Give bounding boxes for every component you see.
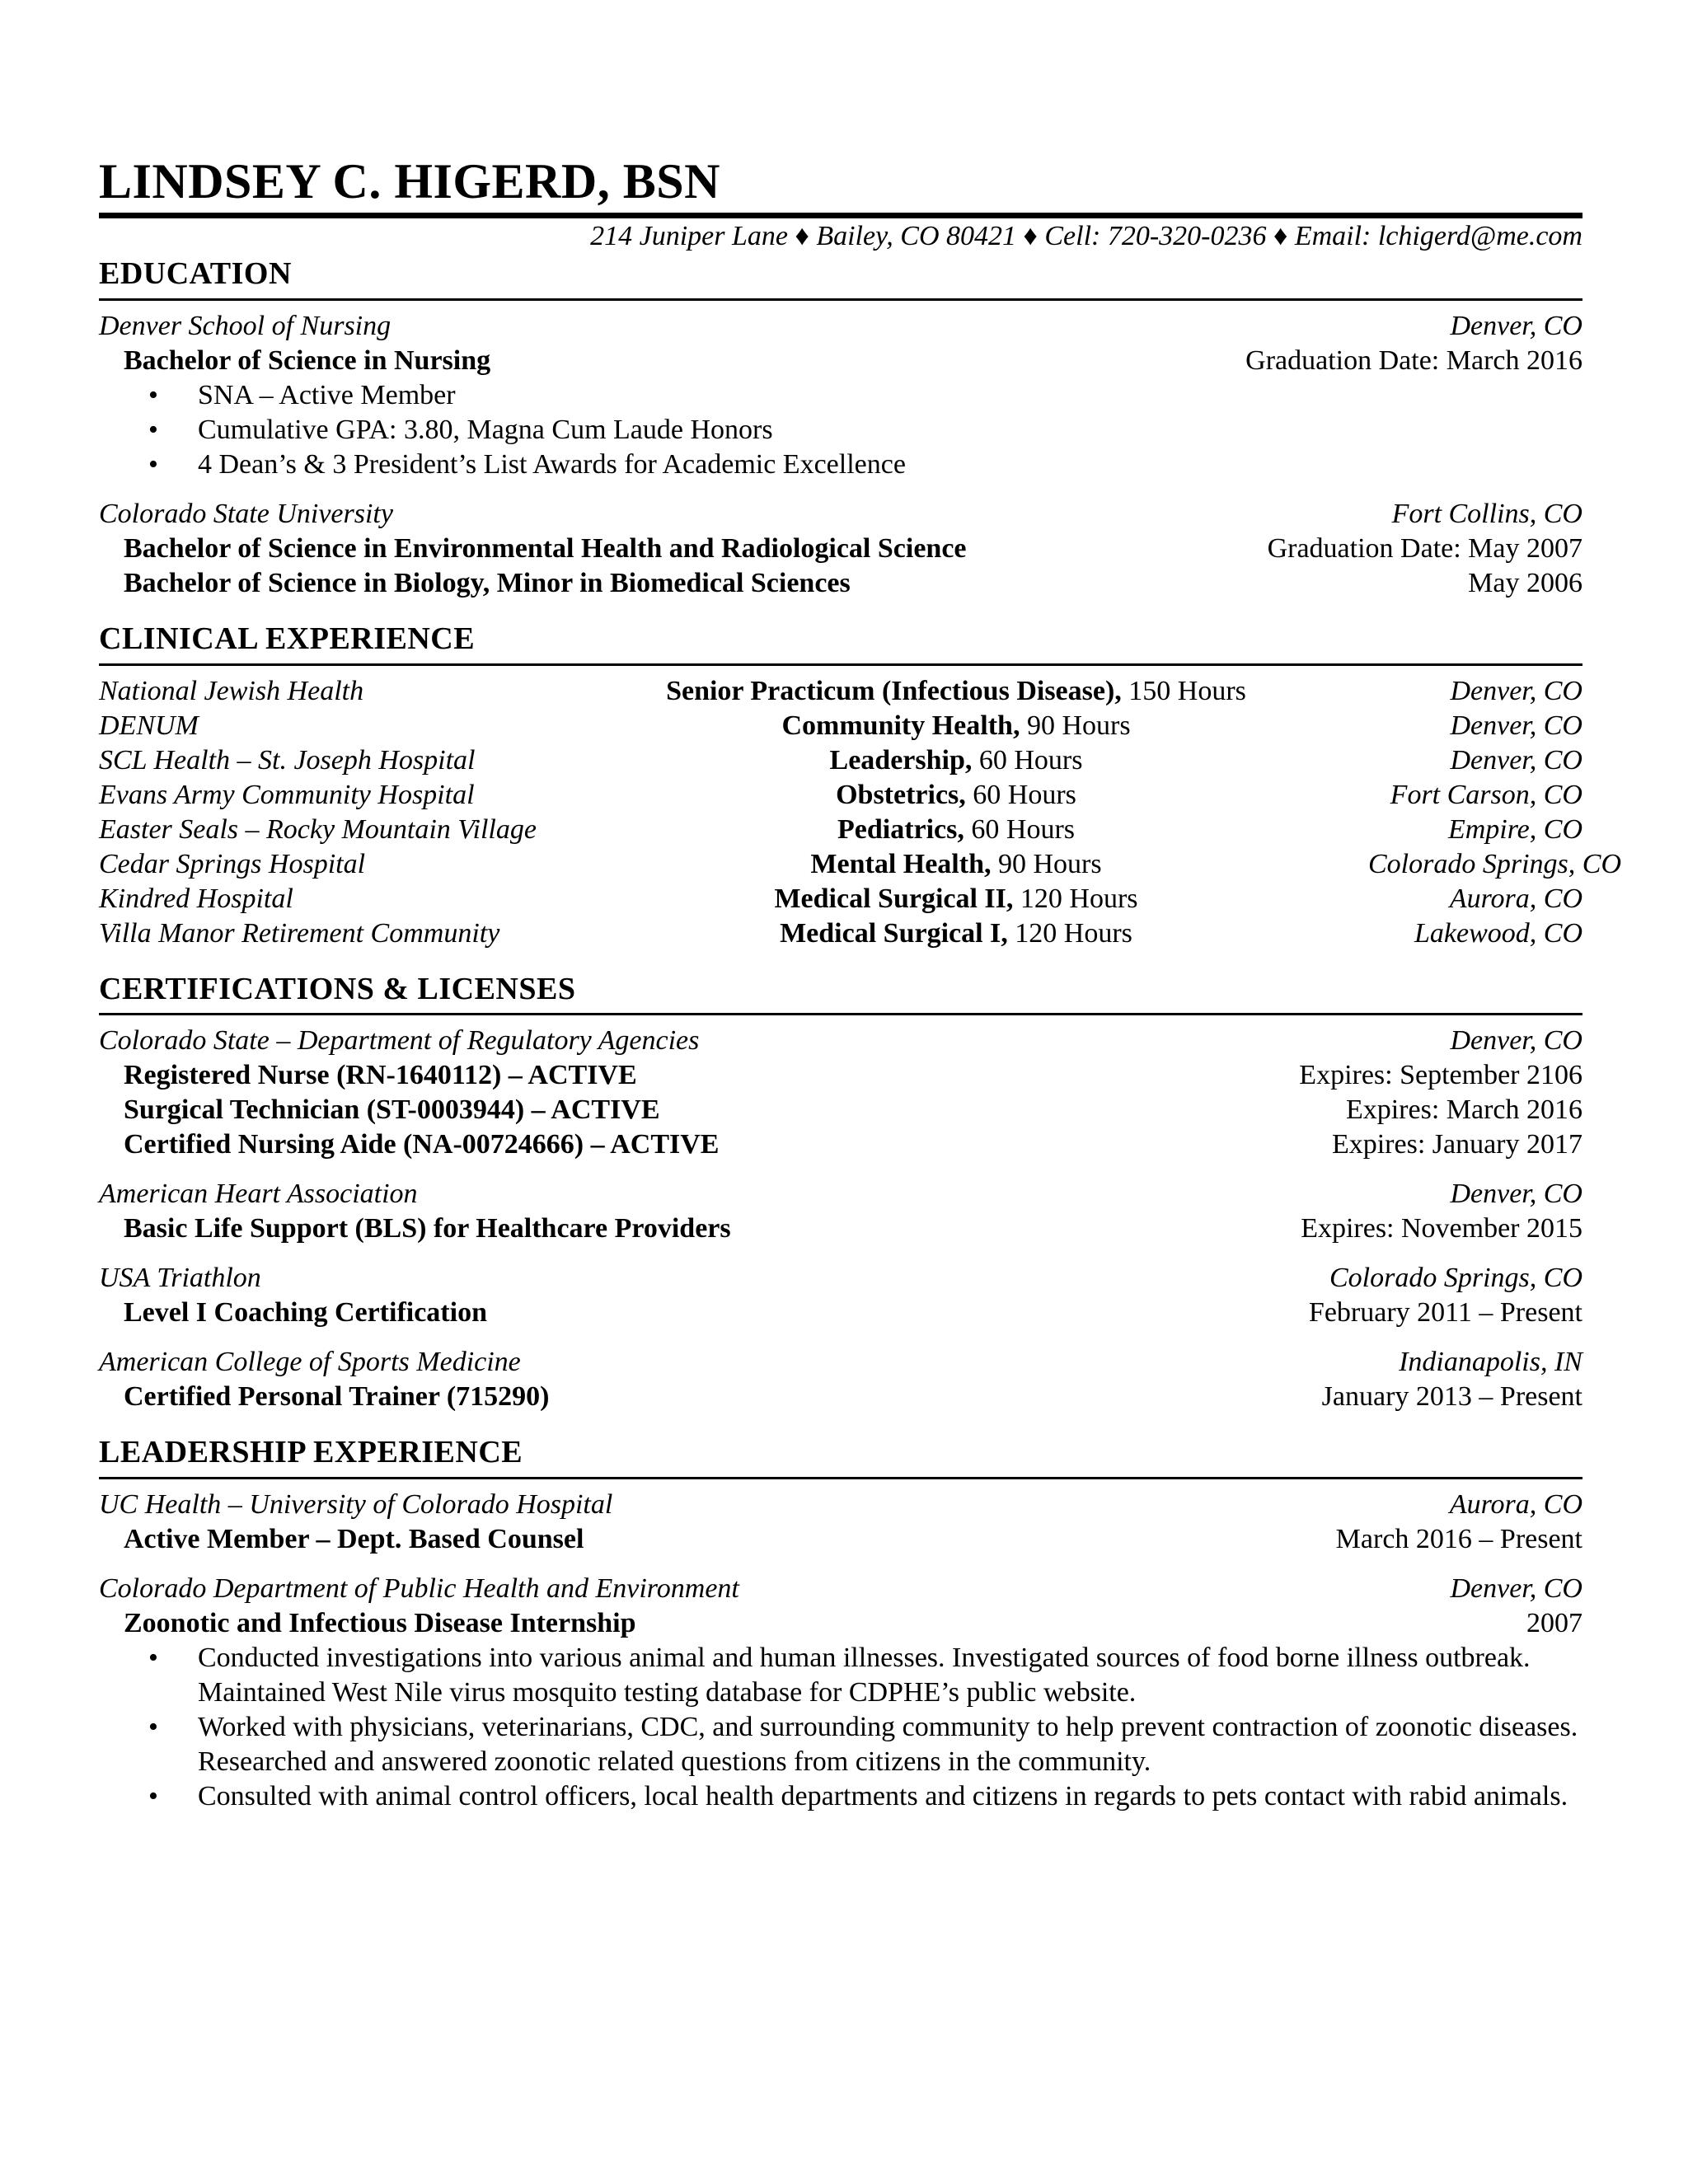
school-row: [99, 309, 1582, 344]
degree-row: [99, 344, 1582, 378]
clinical-rotation: [544, 778, 1368, 813]
clinical-site: National Jewish Health: [99, 675, 364, 706]
cert-name: Registered Nurse (RN-1640112) – ACTIVE: [124, 1060, 637, 1091]
clinical-location: Colorado Springs, CO: [1368, 848, 1621, 879]
section-title-clinical: CLINICAL EXPERIENCE: [99, 621, 476, 656]
cert-location: Denver, CO: [1450, 1179, 1582, 1210]
cert-date: Expires: November 2015: [1301, 1213, 1582, 1244]
clinical-location: Denver, CO: [1450, 744, 1582, 776]
org-row: [99, 1488, 1582, 1522]
cert-org: USA Triathlon: [99, 1263, 261, 1294]
name-divider: [99, 213, 1582, 218]
clinical-rotation: [544, 674, 1368, 709]
clinical-location: Fort Carson, CO: [1390, 779, 1582, 810]
cert-location: Denver, CO: [1450, 1025, 1582, 1057]
clinical-row: [99, 813, 1582, 847]
degree-date: Graduation Date: May 2007: [1267, 532, 1582, 564]
school-location: Denver, CO: [1450, 310, 1582, 341]
cert-location: Colorado Springs, CO: [1329, 1263, 1582, 1294]
rotation-hours: 60 Hours: [964, 813, 1075, 845]
list-item: • Conducted investigations into various animal and human illnesses. Investigated sources of food borne illness outbreak. Maintained West Nile virus mosquito testing database for CDPHE’s public website.: [148, 1643, 1531, 1708]
resume-page: [99, 154, 1621, 1814]
clinical-site: Kindred Hospital: [99, 883, 293, 914]
clinical-row: [99, 743, 1582, 778]
rotation-hours: 90 Hours: [1020, 710, 1131, 741]
cert-name: Certified Personal Trainer (715290): [124, 1381, 550, 1413]
clinical-table: [99, 674, 1621, 951]
rotation-hours: 60 Hours: [965, 779, 1076, 810]
clinical-row: [99, 778, 1582, 813]
role-date: 2007: [1526, 1608, 1582, 1639]
clinical-site: Easter Seals – Rocky Mountain Village: [99, 813, 537, 845]
section-divider: [99, 1013, 1582, 1015]
rotation-name: Obstetrics,: [836, 779, 966, 810]
rotation-name: Leadership,: [829, 744, 973, 776]
school-row: [99, 497, 1582, 532]
leadership-section: [99, 1436, 1582, 1814]
education-section: [99, 257, 1582, 601]
role-row: [99, 1522, 1582, 1557]
clinical-rotation: [544, 743, 1368, 778]
rotation-hours: 90 Hours: [991, 848, 1102, 879]
clinical-row: [99, 916, 1582, 951]
degree-name: Bachelor of Science in Nursing: [124, 344, 491, 376]
clinical-site: Evans Army Community Hospital: [99, 779, 475, 810]
degree-date: Graduation Date: March 2016: [1245, 344, 1582, 376]
bullet-icon: •: [148, 379, 158, 410]
contact-line: 214 Juniper Lane ♦ Bailey, CO 80421 ♦ Cell: 720-320-0236 ♦ Email: lchigerd@me.com: [590, 221, 1582, 251]
role-title: Active Member – Dept. Based Counsel: [124, 1524, 584, 1555]
bullet-icon: •: [148, 1712, 158, 1743]
clinical-location: Denver, CO: [1450, 675, 1582, 706]
cert-org: Colorado State – Department of Regulatory Agencies: [99, 1025, 700, 1057]
resume-name: LINDSEY C. HIGERD, BSN: [99, 154, 720, 209]
org-location: Aurora, CO: [1449, 1489, 1582, 1521]
clinical-rotation: [544, 882, 1368, 916]
clinical-location: Aurora, CO: [1449, 883, 1582, 914]
clinical-site: Villa Manor Retirement Community: [99, 917, 500, 949]
cert-org-row: [99, 1024, 1582, 1058]
clinical-row: [99, 709, 1582, 743]
school-name: Denver School of Nursing: [99, 310, 392, 341]
rotation-name: Pediatrics,: [837, 813, 964, 845]
degree-row: [99, 532, 1582, 566]
cert-date: February 2011 – Present: [1308, 1297, 1582, 1329]
cert-date: Expires: September 2106: [1299, 1060, 1582, 1091]
degree-name: Bachelor of Science in Biology, Minor in Biomedical Sciences: [124, 567, 851, 598]
clinical-rotation: [544, 847, 1368, 882]
cert-item-row: [99, 1212, 1582, 1246]
clinical-site: Cedar Springs Hospital: [99, 848, 366, 879]
clinical-rotation: [544, 709, 1368, 743]
cert-item-row: [99, 1058, 1582, 1093]
rotation-hours: 120 Hours: [1007, 917, 1132, 949]
role-title: Zoonotic and Infectious Disease Internship: [124, 1608, 636, 1639]
cert-name: Level I Coaching Certification: [124, 1297, 487, 1329]
bullet-icon: •: [148, 414, 158, 445]
list-item: • 4 Dean’s & 3 President’s List Awards for Academic Excellence: [198, 448, 1582, 482]
cert-org-row: [99, 1345, 1582, 1380]
section-divider: [99, 1477, 1582, 1479]
list-item: • SNA – Active Member: [198, 378, 1582, 413]
section-title-leadership: LEADERSHIP EXPERIENCE: [99, 1435, 523, 1470]
clinical-row: [99, 674, 1582, 709]
rotation-name: Mental Health,: [810, 848, 992, 879]
cert-org: American College of Sports Medicine: [99, 1347, 521, 1378]
clinical-row: [99, 847, 1621, 882]
bullet-icon: •: [148, 1643, 158, 1674]
certifications-section: [99, 972, 1582, 1415]
org-name: Colorado Department of Public Health and Environment: [99, 1573, 739, 1605]
cert-date: Expires: January 2017: [1331, 1129, 1582, 1160]
clinical-location: Denver, CO: [1450, 710, 1582, 741]
clinical-site: SCL Health – St. Joseph Hospital: [99, 744, 476, 776]
school-name: Colorado State University: [99, 498, 393, 529]
cert-name: Surgical Technician (ST-0003944) – ACTIVE: [124, 1094, 660, 1126]
degree-date: May 2006: [1468, 567, 1582, 598]
clinical-rotation: [544, 916, 1368, 951]
section-divider: [99, 298, 1582, 301]
list-item: • Cumulative GPA: 3.80, Magna Cum Laude Honors: [198, 413, 1582, 448]
school-location: Fort Collins, CO: [1391, 498, 1582, 529]
clinical-site: DENUM: [99, 710, 199, 741]
clinical-section: [99, 621, 1621, 951]
bullet-icon: •: [148, 448, 158, 480]
cert-org-row: [99, 1177, 1582, 1212]
education-bullets: [99, 378, 1582, 482]
cert-location: Indianapolis, IN: [1399, 1347, 1582, 1378]
role-row: [99, 1606, 1582, 1641]
rotation-name: Community Health,: [781, 710, 1020, 741]
cert-org-row: [99, 1261, 1582, 1296]
degree-name: Bachelor of Science in Environmental Health and Radiological Science: [124, 532, 967, 564]
cert-name: Certified Nursing Aide (NA-00724666) – ACTIVE: [124, 1129, 720, 1160]
rotation-hours: 120 Hours: [1013, 883, 1138, 914]
cert-name: Basic Life Support (BLS) for Healthcare Providers: [124, 1213, 731, 1244]
clinical-location: Empire, CO: [1447, 813, 1582, 845]
clinical-row: [99, 882, 1582, 916]
list-item: • Consulted with animal control officers, local health departments and citizens in regards to pets contact with rabid animals.: [198, 1779, 1582, 1814]
rotation-hours: 60 Hours: [972, 744, 1083, 776]
cert-org: American Heart Association: [99, 1179, 418, 1210]
section-title-certifications: CERTIFICATIONS & LICENSES: [99, 971, 576, 1006]
rotation-name: Medical Surgical II,: [774, 883, 1014, 914]
clinical-location: Lakewood, CO: [1414, 917, 1582, 949]
rotation-name: Senior Practicum (Infectious Disease),: [666, 675, 1122, 706]
cert-item-row: [99, 1380, 1582, 1414]
rotation-name: Medical Surgical I,: [780, 917, 1008, 949]
section-title-education: EDUCATION: [99, 256, 292, 292]
cert-item-row: [99, 1127, 1582, 1162]
rotation-hours: 150 Hours: [1121, 675, 1246, 706]
section-divider: [99, 663, 1582, 666]
cert-item-row: [99, 1296, 1582, 1330]
bullet-icon: •: [148, 1781, 158, 1812]
role-date: March 2016 – Present: [1335, 1524, 1582, 1555]
cert-item-row: [99, 1093, 1582, 1127]
leadership-bullets: [99, 1641, 1582, 1814]
cert-date: January 2013 – Present: [1321, 1381, 1582, 1413]
certification-groups: [99, 1024, 1582, 1414]
org-row: [99, 1572, 1582, 1606]
cert-date: Expires: March 2016: [1345, 1094, 1582, 1126]
org-location: Denver, CO: [1450, 1573, 1582, 1605]
org-name: UC Health – University of Colorado Hospital: [99, 1489, 613, 1521]
list-item: • Worked with physicians, veterinarians, CDC, and surrounding community to help prevent contraction of zoonotic diseases. Researched and answered zoonotic related questions from citizens in the community.: [148, 1712, 1578, 1778]
degree-row: [99, 566, 1582, 601]
clinical-rotation: [544, 813, 1368, 847]
